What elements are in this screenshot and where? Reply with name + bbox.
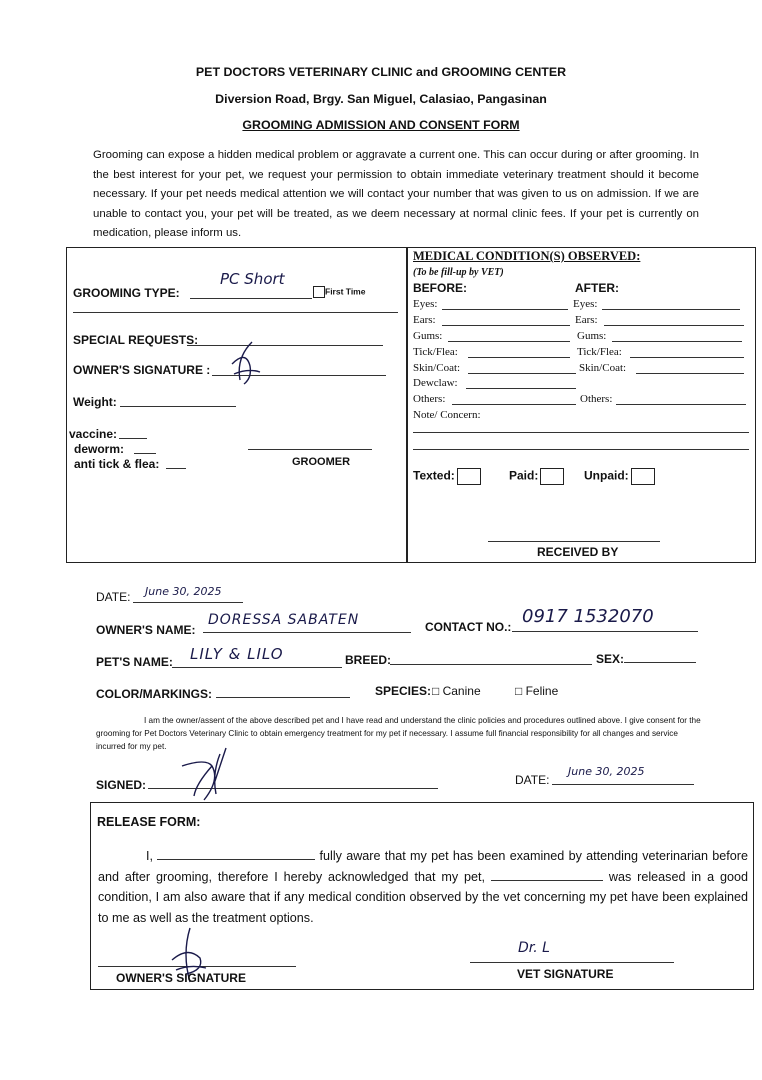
consent-text: I am the owner/assent of the above described pet and I have read and understand the clinic policies and procedures outlined above. I give consent for the grooming for Pet Doctors Veterinary Clinic to obtain emergency treatment for my pet if necessary. I assume full financial responsibility for all changes and service incurred for my pet.	[96, 716, 701, 751]
note-line-2[interactable]	[413, 449, 749, 450]
release-text-1: fully aware that my pet has been examined by attending veterinarian before and after grooming, therefore I hereby acknowledged that my pet,	[98, 849, 748, 884]
texted-checkbox[interactable]	[457, 468, 481, 485]
special-requests-label: SPECIAL REQUESTS:	[73, 333, 199, 347]
before-ears-label: Ears:	[413, 314, 436, 326]
after-eyes-label: Eyes:	[573, 298, 598, 310]
deworm-label: deworm:	[74, 442, 125, 456]
pet-name-value: LILY & LILO	[190, 645, 284, 663]
before-eyes-line[interactable]	[442, 309, 568, 310]
grooming-type-line	[190, 298, 312, 299]
unpaid-checkbox[interactable]	[631, 468, 655, 485]
contact-line[interactable]	[512, 631, 698, 632]
breed-label: BREED:	[345, 653, 392, 667]
first-time-wrap	[313, 286, 365, 298]
before-ears-line[interactable]	[442, 325, 570, 326]
feline-checkbox-icon: □	[515, 684, 523, 698]
consent-signature-mark	[176, 744, 246, 804]
before-tick-label: Tick/Flea:	[413, 346, 458, 358]
after-skin-line[interactable]	[636, 373, 744, 374]
date-label: DATE:	[96, 590, 131, 604]
before-skin-label: Skin/Coat:	[413, 362, 461, 374]
release-i-label: I,	[146, 849, 153, 863]
medical-subtitle: (To be fill-up by VET)	[413, 267, 504, 278]
vet-signature-label: VET SIGNATURE	[517, 967, 614, 981]
before-tick-line[interactable]	[468, 357, 570, 358]
pet-name-label: PET'S NAME:	[96, 655, 173, 669]
grooming-type-label: GROOMING TYPE:	[73, 286, 180, 300]
clinic-name: PET DOCTORS VETERINARY CLINIC and GROOMING CENTER	[195, 65, 567, 79]
paid-label: Paid:	[509, 468, 539, 483]
after-gums-label: Gums:	[577, 330, 607, 342]
medical-title: MEDICAL CONDITION(S) OBSERVED:	[413, 249, 641, 263]
weight-label: Weight:	[73, 395, 117, 409]
release-owner-name-line[interactable]	[157, 847, 315, 860]
before-skin-line[interactable]	[468, 373, 576, 374]
deworm-line[interactable]	[134, 453, 156, 454]
feline-option[interactable]	[515, 684, 558, 698]
release-text-2: was released in a good condition, I am also aware that if any medical condition observed by the vet concerning my pet have been explained to me as well as the treatment options.	[98, 869, 749, 925]
color-line[interactable]	[216, 697, 350, 698]
breed-line[interactable]	[390, 664, 592, 665]
clinic-address: Diversion Road, Brgy. San Miguel, Calasiao, Pangasinan	[215, 92, 547, 106]
owner-name-label: OWNER'S NAME:	[96, 623, 196, 637]
after-tick-label: Tick/Flea:	[577, 346, 622, 358]
date-line[interactable]	[133, 602, 243, 603]
after-others-label: Others:	[580, 393, 613, 405]
form-title: GROOMING ADMISSION AND CONSENT FORM	[242, 118, 520, 132]
groomer-label: GROOMER	[292, 456, 351, 468]
after-ears-label: Ears:	[575, 314, 598, 326]
owner-name-line[interactable]	[203, 632, 411, 633]
before-label: BEFORE:	[413, 281, 467, 295]
after-others-line[interactable]	[616, 404, 746, 405]
after-gums-line[interactable]	[612, 341, 742, 342]
owner-name-value: DORESSA SABATEN	[208, 612, 360, 628]
first-time-checkbox[interactable]	[313, 286, 325, 298]
paid-checkbox[interactable]	[540, 468, 564, 485]
consent-date-value: June 30, 2025	[568, 765, 645, 778]
sex-line[interactable]	[624, 662, 696, 663]
vet-signature-value: Dr. L	[518, 940, 550, 956]
before-gums-label: Gums:	[413, 330, 443, 342]
unpaid-wrap	[584, 468, 655, 485]
note-line-1[interactable]	[413, 432, 749, 433]
grooming-extra-line	[73, 312, 398, 313]
release-paragraph	[98, 846, 748, 928]
antitick-label: anti tick & flea:	[74, 457, 160, 471]
canine-option[interactable]	[432, 684, 481, 698]
vaccine-label: vaccine:	[69, 427, 118, 441]
received-by-line[interactable]	[488, 541, 660, 542]
color-label: COLOR/MARKINGS:	[96, 687, 212, 701]
paid-wrap	[509, 468, 564, 485]
canine-checkbox-icon: □	[432, 684, 440, 698]
after-eyes-line[interactable]	[602, 309, 740, 310]
contact-label: CONTACT NO.:	[425, 620, 512, 634]
antitick-line[interactable]	[166, 468, 186, 469]
contact-value: 0917 1532070	[522, 606, 654, 627]
before-others-label: Others:	[413, 393, 446, 405]
texted-wrap	[413, 468, 481, 485]
pet-name-line[interactable]	[172, 667, 342, 668]
feline-label: Feline	[525, 684, 559, 698]
date-value: June 30, 2025	[145, 585, 222, 598]
release-title: RELEASE FORM:	[97, 815, 201, 829]
vet-signature-line[interactable]	[470, 962, 674, 963]
release-pet-name-line[interactable]	[491, 868, 603, 881]
vaccine-line[interactable]	[119, 438, 147, 439]
consent-date-line[interactable]	[552, 784, 694, 785]
grooming-type-value[interactable]: PC Short	[220, 270, 285, 288]
release-owner-signature-label: OWNER'S SIGNATURE	[116, 971, 246, 985]
note-label: Note/ Concern:	[413, 409, 481, 421]
before-others-line[interactable]	[452, 404, 576, 405]
box-divider	[406, 247, 408, 562]
before-dewclaw-label: Dewclaw:	[413, 377, 458, 389]
before-gums-line[interactable]	[448, 341, 570, 342]
after-skin-label: Skin/Coat:	[579, 362, 627, 374]
owner-signature-mark	[222, 338, 272, 388]
received-by-label: RECEIVED BY	[537, 545, 619, 559]
sex-label: SEX:	[596, 652, 625, 666]
unpaid-label: Unpaid:	[584, 468, 629, 483]
weight-line[interactable]	[120, 406, 236, 407]
before-eyes-label: Eyes:	[413, 298, 438, 310]
canine-label: Canine	[442, 684, 481, 698]
before-dewclaw-line[interactable]	[466, 388, 576, 389]
after-ears-line[interactable]	[604, 325, 744, 326]
special-requests-line[interactable]	[187, 345, 383, 346]
consent-date-label: DATE:	[515, 773, 550, 787]
after-label: AFTER:	[575, 281, 619, 295]
first-time-label: First Time	[325, 286, 366, 297]
species-label: SPECIES:	[375, 684, 432, 698]
texted-label: Texted:	[413, 468, 455, 483]
owner-signature-label: OWNER'S SIGNATURE :	[73, 363, 211, 377]
after-tick-line[interactable]	[630, 357, 744, 358]
groomer-line[interactable]	[248, 449, 372, 450]
intro-paragraph: Grooming can expose a hidden medical problem or aggravate a current one. This can occur during or after grooming. In the best interest for your pet, we request your permission to obtain immediate veterinary treatment should it become necessary. If your pet needs medical attention we will contact your number that was given to us on admission. If we are unable to contact you, your pet will be treated, as we deem necessary at normal clinic fees. If your pet is currently on medication, please inform us.	[93, 149, 699, 239]
signed-label: SIGNED:	[96, 778, 147, 792]
